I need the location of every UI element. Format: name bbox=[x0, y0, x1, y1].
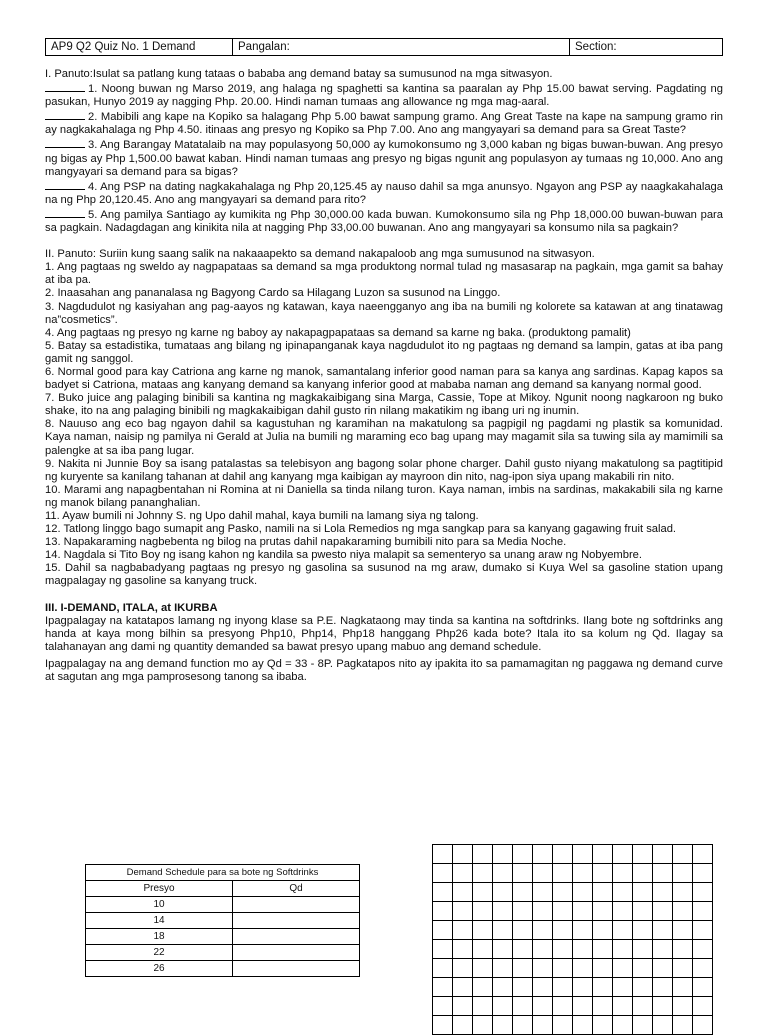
grid-cell[interactable] bbox=[613, 997, 633, 1016]
grid-cell[interactable] bbox=[473, 883, 493, 902]
grid-cell[interactable] bbox=[513, 959, 533, 978]
grid-cell[interactable] bbox=[573, 1016, 593, 1035]
grid-cell[interactable] bbox=[493, 864, 513, 883]
part2-item: 12. Tatlong linggo bago sumapit ang Pasko, namili na si Lola Remedios ng mga sangkap para sa kanyang gagawing fruit salad. bbox=[45, 523, 677, 536]
grid-cell[interactable] bbox=[633, 997, 653, 1016]
grid-cell[interactable] bbox=[433, 845, 453, 864]
grid-cell[interactable] bbox=[653, 959, 673, 978]
grid-cell[interactable] bbox=[453, 845, 473, 864]
grid-cell[interactable] bbox=[553, 940, 573, 959]
grid-cell[interactable] bbox=[533, 959, 553, 978]
grid-cell[interactable] bbox=[693, 959, 713, 978]
demand-schedule-table bbox=[85, 864, 360, 977]
part1-item bbox=[45, 137, 723, 178]
grid-cell[interactable] bbox=[693, 940, 713, 959]
part2-item: 11. Ayaw bumili ni Johnny S. ng Upo dahil mahal, kaya bumili na lamang siya ng talong. bbox=[45, 510, 479, 522]
grid-cell[interactable] bbox=[533, 845, 553, 864]
schedule-row bbox=[86, 897, 360, 913]
grid-cell[interactable] bbox=[433, 978, 453, 997]
part2-items bbox=[45, 261, 723, 588]
grid-cell[interactable] bbox=[613, 921, 633, 940]
grid-cell[interactable] bbox=[653, 921, 673, 940]
grid-cell[interactable] bbox=[553, 1016, 573, 1035]
grid-cell[interactable] bbox=[593, 902, 613, 921]
part1-item bbox=[45, 109, 723, 137]
part2-item: 10. Marami ang napagbentahan ni Romina at ni Daniella sa tinda nilang turon. Kaya naman, imbis na sardinas, makakabili sila ng karne ng manok bilang pananghalian. bbox=[45, 483, 723, 509]
part1-item-text: 4. Ang PSP na dating nagkakahalaga ng Php 20,125.45 ay nauso dahil sa mga anunsyo. Ngayon ang PSP ay naagkakahalaga na ng Php 20,120.45. Ano ang mangyayari sa demand para rito? bbox=[45, 180, 723, 206]
grid-cell[interactable] bbox=[673, 902, 693, 921]
grid-cell[interactable] bbox=[653, 940, 673, 959]
part1-item bbox=[45, 179, 723, 207]
grid-cell[interactable] bbox=[653, 902, 673, 921]
grid-cell[interactable] bbox=[673, 864, 693, 883]
grid-cell[interactable] bbox=[593, 997, 613, 1016]
grid-cell[interactable] bbox=[573, 845, 593, 864]
grid-cell[interactable] bbox=[433, 902, 453, 921]
grid-cell[interactable] bbox=[433, 959, 453, 978]
grid-cell[interactable] bbox=[473, 921, 493, 940]
grid-cell[interactable] bbox=[513, 902, 533, 921]
grid-cell[interactable] bbox=[493, 921, 513, 940]
part3-paragraph-1: Ipagpalagay na katatapos lamang ng inyong klase sa P.E. Nagkataong may tinda sa kantina na softdrinks. Ilang bote ng softdrinks ang handa at kaya mong bilhin sa presyong Php10, Php14, Php18 hanggang Php26 kada bote? Itala ito sa kolum ng Qd. Ilagay sa talahanayan ang dami ng quantity demanded sa bawat presyo upang mabuo ang demand schedule. bbox=[45, 614, 723, 653]
grid-cell[interactable] bbox=[673, 997, 693, 1016]
part1-items bbox=[45, 81, 723, 235]
grid-cell[interactable] bbox=[473, 1016, 493, 1035]
grid-cell[interactable] bbox=[453, 959, 473, 978]
schedule-price: 18 bbox=[86, 929, 233, 945]
schedule-caption: Demand Schedule para sa bote ng Softdrinks bbox=[86, 865, 360, 881]
grid-cell[interactable] bbox=[513, 997, 533, 1016]
grid-cell[interactable] bbox=[493, 883, 513, 902]
part1-item-text: 1. Noong buwan ng Marso 2019, ang halaga ng spaghetti sa kantina sa paaralan ay Php 15.00 bawat serving. Pagdating ng pasukan, Hunyo 2019 ay nagging Php. 20.00. Hindi naman tumaas ang allowance ng mga mag-aaral. bbox=[45, 83, 723, 109]
grid-cell[interactable] bbox=[693, 1016, 713, 1035]
grid-cell[interactable] bbox=[673, 921, 693, 940]
part2-item: 2. Inaasahan ang pananalasa ng Bagyong Cardo sa Hilagang Luzon sa susunod na Linggo. bbox=[45, 287, 501, 300]
grid-cell[interactable] bbox=[593, 1016, 613, 1035]
schedule-qd-cell[interactable] bbox=[233, 929, 360, 945]
grid-cell[interactable] bbox=[653, 1016, 673, 1035]
grid-cell[interactable] bbox=[593, 845, 613, 864]
grid-cell[interactable] bbox=[653, 883, 673, 902]
grid-cell[interactable] bbox=[673, 1016, 693, 1035]
grid-cell[interactable] bbox=[673, 940, 693, 959]
grid-cell[interactable] bbox=[693, 921, 713, 940]
grid-cell[interactable] bbox=[553, 864, 573, 883]
graph-grid[interactable] bbox=[432, 844, 713, 1035]
grid-cell[interactable] bbox=[573, 883, 593, 902]
grid-cell[interactable] bbox=[613, 1016, 633, 1035]
grid-cell[interactable] bbox=[513, 940, 533, 959]
grid-cell[interactable] bbox=[513, 1016, 533, 1035]
grid-cell[interactable] bbox=[533, 864, 553, 883]
answer-blank[interactable] bbox=[45, 109, 85, 120]
grid-cell[interactable] bbox=[513, 978, 533, 997]
grid-cell[interactable] bbox=[533, 921, 553, 940]
part2-item: 13. Napakaraming nagbebenta ng bilog na prutas dahil napakaraming bumibili nito para sa Media Noche. bbox=[45, 536, 567, 549]
grid-cell[interactable] bbox=[573, 978, 593, 997]
answer-blank[interactable] bbox=[45, 137, 85, 148]
grid-cell[interactable] bbox=[473, 845, 493, 864]
grid-cell[interactable] bbox=[633, 959, 653, 978]
part1-item bbox=[45, 207, 723, 235]
grid-cell[interactable] bbox=[693, 845, 713, 864]
grid-cell[interactable] bbox=[553, 959, 573, 978]
grid-cell[interactable] bbox=[433, 921, 453, 940]
part2-item: 14. Nagdala si Tito Boy ng isang kahon ng kandila sa pwesto niya malapit sa sementeryo sa unang araw ng Nobyembre. bbox=[45, 549, 643, 562]
answer-blank[interactable] bbox=[45, 81, 85, 92]
grid-cell[interactable] bbox=[433, 864, 453, 883]
section-field[interactable]: Section: bbox=[570, 39, 723, 56]
grid-cell[interactable] bbox=[593, 864, 613, 883]
part2-item: 8. Nauuso ang eco bag ngayon dahil sa kagustuhan ng karamihan na makatulong sa pagpigil ng pagdami ng plastik sa komunidad. Kaya naman, naisip ng pamilya ni Gerald at Julia na bumili ng maraming eco bag upang may magamit sila sa tuwing sila ay mamimili sa palengke at sa iba pang lugar. bbox=[45, 418, 723, 457]
part2-item: 15. Dahil sa nagbabadyang pagtaas ng presyo ng gasolina sa susunod na mg araw, dumako si Kuya Wel sa gasoline station upang magpalagay ng gasoline sa kanyang truck. bbox=[45, 562, 723, 588]
schedule-header-price: Presyo bbox=[86, 881, 233, 897]
grid-cell[interactable] bbox=[553, 845, 573, 864]
grid-cell[interactable] bbox=[433, 883, 453, 902]
header-table bbox=[45, 38, 723, 56]
grid-cell[interactable] bbox=[453, 864, 473, 883]
grid-cell[interactable] bbox=[573, 959, 593, 978]
schedule-row bbox=[86, 929, 360, 945]
grid-cell[interactable] bbox=[633, 978, 653, 997]
grid-cell[interactable] bbox=[593, 978, 613, 997]
grid-cell[interactable] bbox=[653, 997, 673, 1016]
part2-title: II. Panuto: Suriin kung saang salik na nakaaapekto sa demand nakapaloob ang mga sumusunod na sitwasyon. bbox=[45, 248, 595, 261]
grid-cell[interactable] bbox=[613, 978, 633, 997]
grid-cell[interactable] bbox=[633, 1016, 653, 1035]
grid-cell[interactable] bbox=[573, 940, 593, 959]
grid-cell[interactable] bbox=[533, 978, 553, 997]
grid-cell[interactable] bbox=[633, 902, 653, 921]
grid-cell[interactable] bbox=[493, 959, 513, 978]
grid-cell[interactable] bbox=[493, 845, 513, 864]
grid-cell[interactable] bbox=[473, 864, 493, 883]
grid-cell[interactable] bbox=[653, 864, 673, 883]
schedule-row bbox=[86, 945, 360, 961]
part2-item: 7. Buko juice ang palaging binibili sa kantina ng magkakaibigang sina Marga, Cassie, Tope at Mikoy. Ngunit noong nagkaroon ng buko shake, ito na ang palaging binibili ng magkakaibigan dahil gusto rin nilang makatikim ng ibang uri ng inumin. bbox=[45, 392, 723, 418]
grid-cell[interactable] bbox=[473, 902, 493, 921]
grid-cell[interactable] bbox=[513, 864, 533, 883]
grid-cell[interactable] bbox=[453, 997, 473, 1016]
grid-cell[interactable] bbox=[473, 959, 493, 978]
schedule-price: 22 bbox=[86, 945, 233, 961]
grid-cell[interactable] bbox=[553, 883, 573, 902]
grid-cell[interactable] bbox=[433, 940, 453, 959]
answer-blank[interactable] bbox=[45, 207, 85, 218]
part3-paragraph-2: Ipagpalagay na ang demand function mo ay Qd = 33 - 8P. Pagkatapos nito ay ipakita ito sa pamamagitan ng paggawa ng demand curve at sagutan ang mga pamprosesong tanong sa ibaba. bbox=[45, 657, 723, 684]
grid-cell[interactable] bbox=[533, 902, 553, 921]
schedule-row bbox=[86, 913, 360, 929]
grid-cell[interactable] bbox=[433, 1016, 453, 1035]
grid-cell[interactable] bbox=[633, 883, 653, 902]
grid-cell[interactable] bbox=[453, 1016, 473, 1035]
grid-cell[interactable] bbox=[613, 959, 633, 978]
schedule-qd-cell[interactable] bbox=[233, 897, 360, 913]
grid-cell[interactable] bbox=[593, 883, 613, 902]
grid-cell[interactable] bbox=[493, 940, 513, 959]
schedule-price: 10 bbox=[86, 897, 233, 913]
grid-cell[interactable] bbox=[673, 845, 693, 864]
grid-cell[interactable] bbox=[473, 978, 493, 997]
grid-cell[interactable] bbox=[653, 978, 673, 997]
part2-item: 5. Batay sa estadistika, tumataas ang bilang ng ipinapanganak kaya nagdudulot ito ng pagtaas ng demand sa lampin, gatas at iba pang gamit ng sanggol. bbox=[45, 339, 723, 365]
grid-cell[interactable] bbox=[693, 864, 713, 883]
schedule-row bbox=[86, 961, 360, 977]
grid-cell[interactable] bbox=[453, 883, 473, 902]
answer-blank[interactable] bbox=[45, 179, 85, 190]
grid-cell[interactable] bbox=[613, 845, 633, 864]
grid-cell[interactable] bbox=[673, 978, 693, 997]
grid-cell[interactable] bbox=[593, 921, 613, 940]
part1-item-text: 3. Ang Barangay Matatalaib na may populasyong 50,000 ay kumokonsumo ng 3,000 kaban ng bigas buwan-buwan. Ang presyo ng bigas ay Php 1,500.00 bawat kaban. Hindi naman tumaas ang presyo ng bigas ngunit ang populasyon ay tumaas ng 10,000. Ano ang mangyayari sa demand para sa bigas? bbox=[45, 139, 723, 178]
name-field[interactable]: Pangalan: bbox=[233, 39, 570, 56]
grid-cell[interactable] bbox=[633, 864, 653, 883]
grid-cell[interactable] bbox=[573, 902, 593, 921]
part3-title: III. I-DEMAND, ITALA, at IKURBA bbox=[45, 601, 218, 614]
grid-cell[interactable] bbox=[553, 978, 573, 997]
grid-cell[interactable] bbox=[613, 940, 633, 959]
grid-cell[interactable] bbox=[633, 940, 653, 959]
grid-cell[interactable] bbox=[453, 902, 473, 921]
schedule-qd-cell[interactable] bbox=[233, 945, 360, 961]
grid-cell[interactable] bbox=[453, 978, 473, 997]
quiz-title: AP9 Q2 Quiz No. 1 Demand bbox=[46, 39, 233, 56]
grid-cell[interactable] bbox=[533, 883, 553, 902]
part2-item: 9. Nakita ni Junnie Boy sa isang patalastas sa telebisyon ang bagong solar phone charger. Dahil gusto niyang makatulong sa pagtitipid ng kuryente sa kanilang tahanan at dahil ang kanyang mga kaibigan ay mayroon din nito, nag-ipon siya upang makabili rin nito. bbox=[45, 457, 723, 483]
grid-cell[interactable] bbox=[533, 997, 553, 1016]
grid-cell[interactable] bbox=[613, 902, 633, 921]
grid-cell[interactable] bbox=[573, 921, 593, 940]
grid-cell[interactable] bbox=[513, 883, 533, 902]
grid-cell[interactable] bbox=[633, 921, 653, 940]
quiz-content bbox=[45, 68, 723, 684]
grid-cell[interactable] bbox=[453, 940, 473, 959]
grid-cell[interactable] bbox=[673, 959, 693, 978]
grid-cell[interactable] bbox=[473, 997, 493, 1016]
grid-cell[interactable] bbox=[613, 883, 633, 902]
grid-cell[interactable] bbox=[513, 921, 533, 940]
grid-cell[interactable] bbox=[493, 997, 513, 1016]
part1-item-text: 2. Mabibili ang kape na Kopiko sa halagang Php 5.00 bawat sampung gramo. Ang Great Taste na kape na sampung gramo rin ay nagkakahalaga ng Php 4.50. itinaas ang presyo ng Kopiko sa Php 7.00. Ano ang mangyayari sa demand para sa Great Taste? bbox=[45, 111, 723, 137]
schedule-price: 26 bbox=[86, 961, 233, 977]
part2-item: 1. Ang pagtaas ng sweldo ay nagpapataas sa demand sa mga produktong normal tulad ng masasarap na pagkain, mga gamit sa bahay at iba pa. bbox=[45, 261, 723, 287]
grid-cell[interactable] bbox=[533, 1016, 553, 1035]
part2-item: 3. Nagdudulot ng kasiyahan ang pag-aayos ng katawan, kaya naeengganyo ang iba na bumili ng kolorete sa katawan at ang tinatawag na”cosmetics”. bbox=[45, 300, 723, 326]
part1-item bbox=[45, 81, 723, 109]
schedule-qd-cell[interactable] bbox=[233, 913, 360, 929]
schedule-header-qd: Qd bbox=[233, 881, 360, 897]
grid-cell[interactable] bbox=[573, 997, 593, 1016]
part1-title: I. Panuto:Isulat sa patlang kung tataas o bababa ang demand batay sa sumusunod na mga sitwasyon. bbox=[45, 68, 553, 80]
schedule-price: 14 bbox=[86, 913, 233, 929]
grid-cell[interactable] bbox=[433, 997, 453, 1016]
grid-cell[interactable] bbox=[553, 902, 573, 921]
grid-cell[interactable] bbox=[633, 845, 653, 864]
grid-cell[interactable] bbox=[693, 883, 713, 902]
grid-cell[interactable] bbox=[513, 845, 533, 864]
grid-cell[interactable] bbox=[693, 997, 713, 1016]
grid-cell[interactable] bbox=[473, 940, 493, 959]
part2-item: 4. Ang pagtaas ng presyo ng karne ng baboy ay nakapagpapataas sa demand sa karne ng baka. (produktong pamalit) bbox=[45, 326, 631, 339]
grid-cell[interactable] bbox=[453, 921, 473, 940]
part1-item-text: 5. Ang pamilya Santiago ay kumikita ng Php 30,000.00 kada buwan. Kumokonsumo sila ng Php 18,000.00 buwan-buwan para sa pagkain. Nadagdagan ang kinikita nila at nagging Php 33,00.00 buwanan. Ano ang mangyayari sa konsumo nila sa pagkain? bbox=[45, 208, 723, 235]
grid-cell[interactable] bbox=[553, 997, 573, 1016]
schedule-qd-cell[interactable] bbox=[233, 961, 360, 977]
grid-cell[interactable] bbox=[533, 940, 553, 959]
grid-cell[interactable] bbox=[693, 978, 713, 997]
grid-cell[interactable] bbox=[493, 1016, 513, 1035]
grid-cell[interactable] bbox=[573, 864, 593, 883]
grid-cell[interactable] bbox=[693, 902, 713, 921]
grid-cell[interactable] bbox=[673, 883, 693, 902]
part2-item: 6. Normal good para kay Catriona ang karne ng manok, samantalang inferior good naman para sa kanya ang sardinas. Kapag kapos sa badyet si Catriona, mataas ang kanyang demand sa kanyang inferior good at mababa naman ang demand sa kanyang normal good. bbox=[45, 365, 723, 392]
grid-cell[interactable] bbox=[593, 959, 613, 978]
grid-cell[interactable] bbox=[493, 978, 513, 997]
grid-cell[interactable] bbox=[553, 921, 573, 940]
grid-cell[interactable] bbox=[593, 940, 613, 959]
grid-cell[interactable] bbox=[493, 902, 513, 921]
grid-cell[interactable] bbox=[653, 845, 673, 864]
grid-cell[interactable] bbox=[613, 864, 633, 883]
